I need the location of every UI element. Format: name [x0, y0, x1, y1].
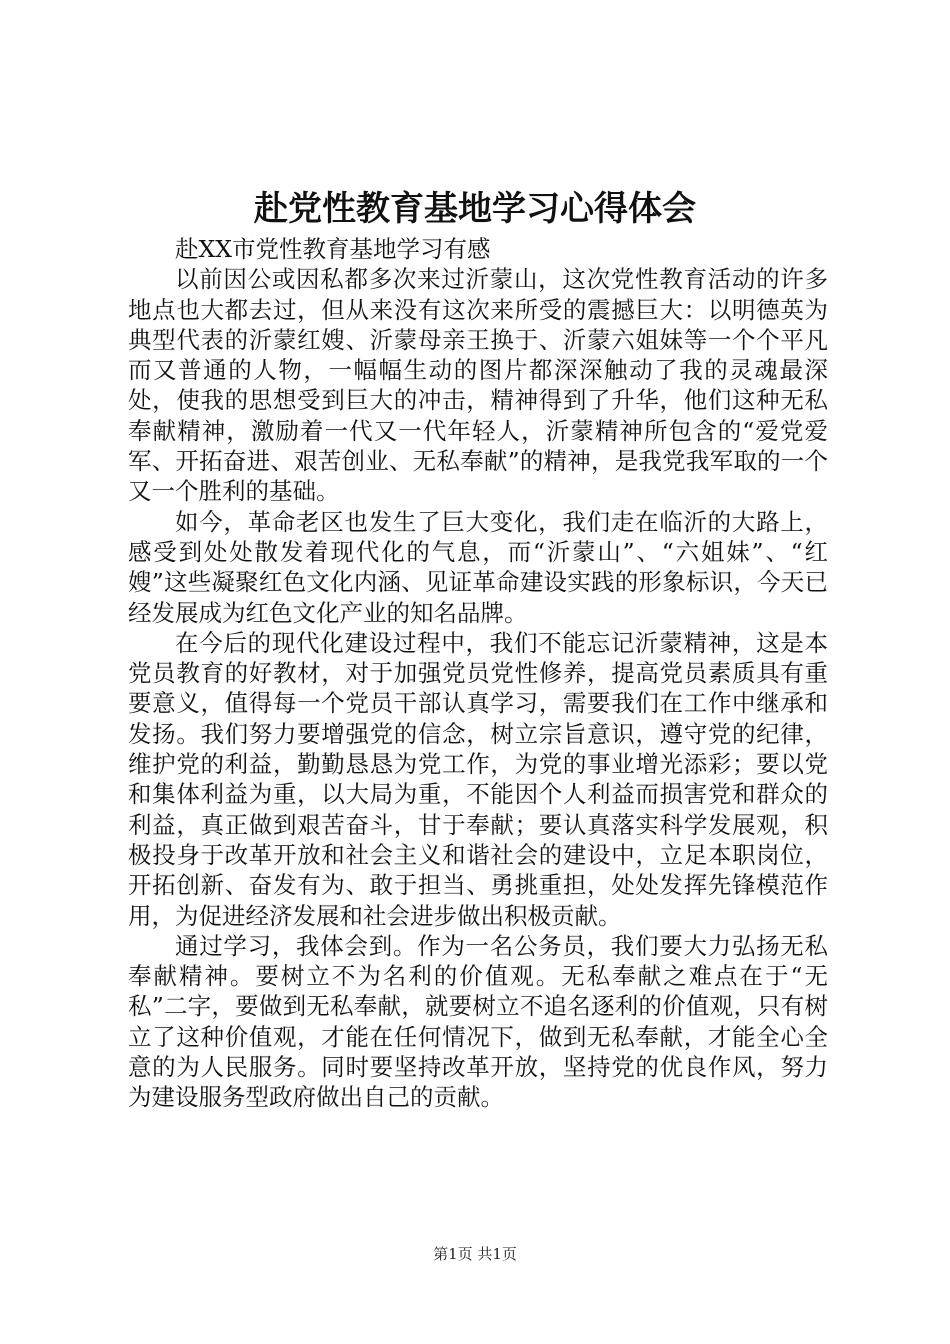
body-paragraph: 以前因公或因私都多次来过沂蒙山，这次党性教育活动的许多地点也大都去过，但从来没有这次来所受的震撼巨大：以明德英为典型代表的沂蒙红嫂、沂蒙母亲王换于、沂蒙六姐妹等一个个平凡而又普通的人物，一幅幅生动的图片都深深触动了我的灵魂最深处，使我的思想受到巨大的冲击，精神得到了升华，他们这种无私奉献精神，激励着一代又一代年轻人，沂蒙精神所包含的“爱党爱军、开拓奋进、艰苦创业、无私奉献”的精神，是我党我军取的一个又一个胜利的基础。	[128, 265, 828, 506]
body-paragraph: 如今，革命老区也发生了巨大变化，我们走在临沂的大路上，感受到处处散发着现代化的气息，而“沂蒙山”、“六姐妹”、“红嫂”这些凝聚红色文化内涵、见证革命建设实践的形象标识，今天已经发展成为红色文化产业的知名品牌。	[128, 507, 828, 627]
document-body	[128, 234, 828, 1113]
document-title: 赴党性教育基地学习心得体会	[254, 189, 696, 229]
page-number-footer: 第1页 共1页	[433, 1245, 517, 1263]
body-paragraph: 在今后的现代化建设过程中，我们不能忘记沂蒙精神，这是本党员教育的好教材，对于加强党员党性修养，提高党员素质具有重要意义，值得每一个党员干部认真学习，需要我们在工作中继承和发扬。我们努力要增强党的信念，树立宗旨意识，遵守党的纪律，维护党的利益，勤勤恳恳为党工作，为党的事业增光添彩；要以党和集体利益为重，以大局为重，不能因个人利益而损害党和群众的利益，真正做到艰苦奋斗，甘于奉献；要认真落实科学发展观，积极投身于改革开放和社会主义和谐社会的建设中，立足本职岗位，开拓创新、奋发有为、敢于担当、勇挑重担，处处发挥先锋模范作用，为促进经济发展和社会进步做出积极贡献。	[128, 628, 828, 930]
body-paragraph: 通过学习，我体会到。作为一名公务员，我们要大力弘扬无私奉献精神。要树立不为名利的价值观。无私奉献之难点在于“无私”二字，要做到无私奉献，就要树立不追名逐利的价值观，只有树立了这种价值观，才能在任何情况下，做到无私奉献，才能全心全意的为人民服务。同时要坚持改革开放，坚持党的优良作风，努力为建设服务型政府做出自己的贡献。	[128, 931, 828, 1112]
subtitle-paragraph: 赴XX市党性教育基地学习有感	[175, 235, 491, 263]
